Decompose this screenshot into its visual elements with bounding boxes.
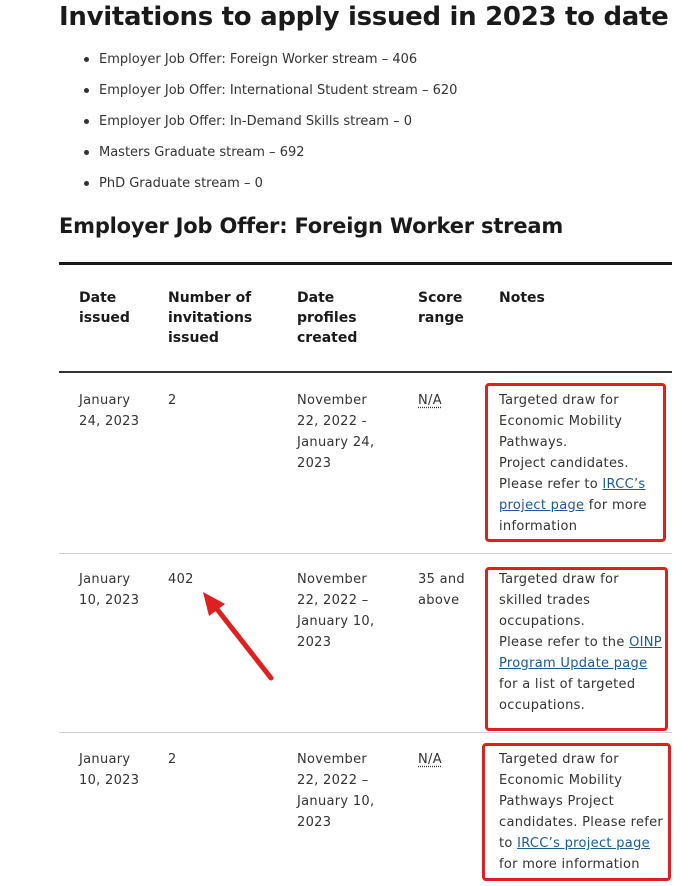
- row-divider: [59, 553, 672, 554]
- cell-number-issued: 402: [168, 572, 194, 587]
- cell-date-profiles: November 22, 2022 – January 10, 2023: [297, 752, 375, 830]
- header-number-of-invitations: Number of invitations issued: [168, 290, 253, 346]
- table-header-rule: [59, 371, 672, 373]
- ircc-project-page-link[interactable]: IRCC’s project page: [517, 836, 650, 851]
- bullet-icon: [84, 57, 89, 62]
- cell-score-range: 35 and above: [418, 572, 465, 608]
- cell-score-range: N/A: [418, 393, 442, 408]
- ircc-link[interactable]: IRCC’s: [602, 477, 646, 492]
- bullet-icon: [84, 150, 89, 155]
- highlight-box: [485, 383, 666, 542]
- cell-date-issued: January 24, 2023: [79, 393, 140, 429]
- cell-notes: Targeted draw for skilled trades occupations. Please refer to the OINP Program Update page for a list of targeted occupations.: [499, 572, 662, 713]
- cell-number-issued: 2: [168, 393, 177, 408]
- row-divider: [59, 732, 672, 733]
- program-update-page-link[interactable]: Program Update page: [499, 656, 648, 671]
- bullet-icon: [84, 88, 89, 93]
- cell-date-issued: January 10, 2023: [79, 572, 140, 608]
- oinp-link[interactable]: OINP: [629, 635, 662, 650]
- cell-notes: Targeted draw for Economic Mobility Pathways Project candidates. Please refer to IRCC’s project page for more information: [499, 752, 664, 872]
- header-notes: Notes: [499, 290, 545, 306]
- section-heading: Employer Job Offer: Foreign Worker stream: [59, 214, 564, 238]
- list-item: Employer Job Offer: International Student stream – 620: [59, 75, 457, 106]
- cell-date-profiles: November 22, 2022 – January 10, 2023: [297, 572, 375, 650]
- list-item: Employer Job Offer: Foreign Worker stream – 406: [59, 44, 457, 75]
- highlight-box: [482, 743, 671, 881]
- header-date-issued: Date issued: [79, 290, 130, 326]
- cell-date-issued: January 10, 2023: [79, 752, 140, 788]
- cell-date-profiles: November 22, 2022 - January 24, 2023: [297, 393, 375, 471]
- list-item: Employer Job Offer: In-Demand Skills stream – 0: [59, 106, 457, 137]
- table-top-rule: [59, 262, 672, 265]
- list-item: PhD Graduate stream – 0: [59, 168, 457, 199]
- highlight-box: [485, 567, 668, 731]
- cell-score-range: N/A: [418, 752, 442, 767]
- page-title: Invitations to apply issued in 2023 to date: [59, 2, 669, 32]
- summary-list: [59, 44, 457, 199]
- project-page-link[interactable]: project page: [499, 498, 585, 513]
- cell-number-issued: 2: [168, 752, 177, 767]
- list-item: Masters Graduate stream – 692: [59, 137, 457, 168]
- bullet-icon: [84, 119, 89, 124]
- cell-notes: Targeted draw for Economic Mobility Pathways. Project candidates. Please refer to IRCC’s project page for more information: [499, 393, 647, 534]
- header-date-profiles-created: Date profiles created: [297, 290, 358, 346]
- header-score-range: Score range: [418, 290, 464, 326]
- red-arrow-icon: [195, 590, 275, 682]
- bullet-icon: [84, 181, 89, 186]
